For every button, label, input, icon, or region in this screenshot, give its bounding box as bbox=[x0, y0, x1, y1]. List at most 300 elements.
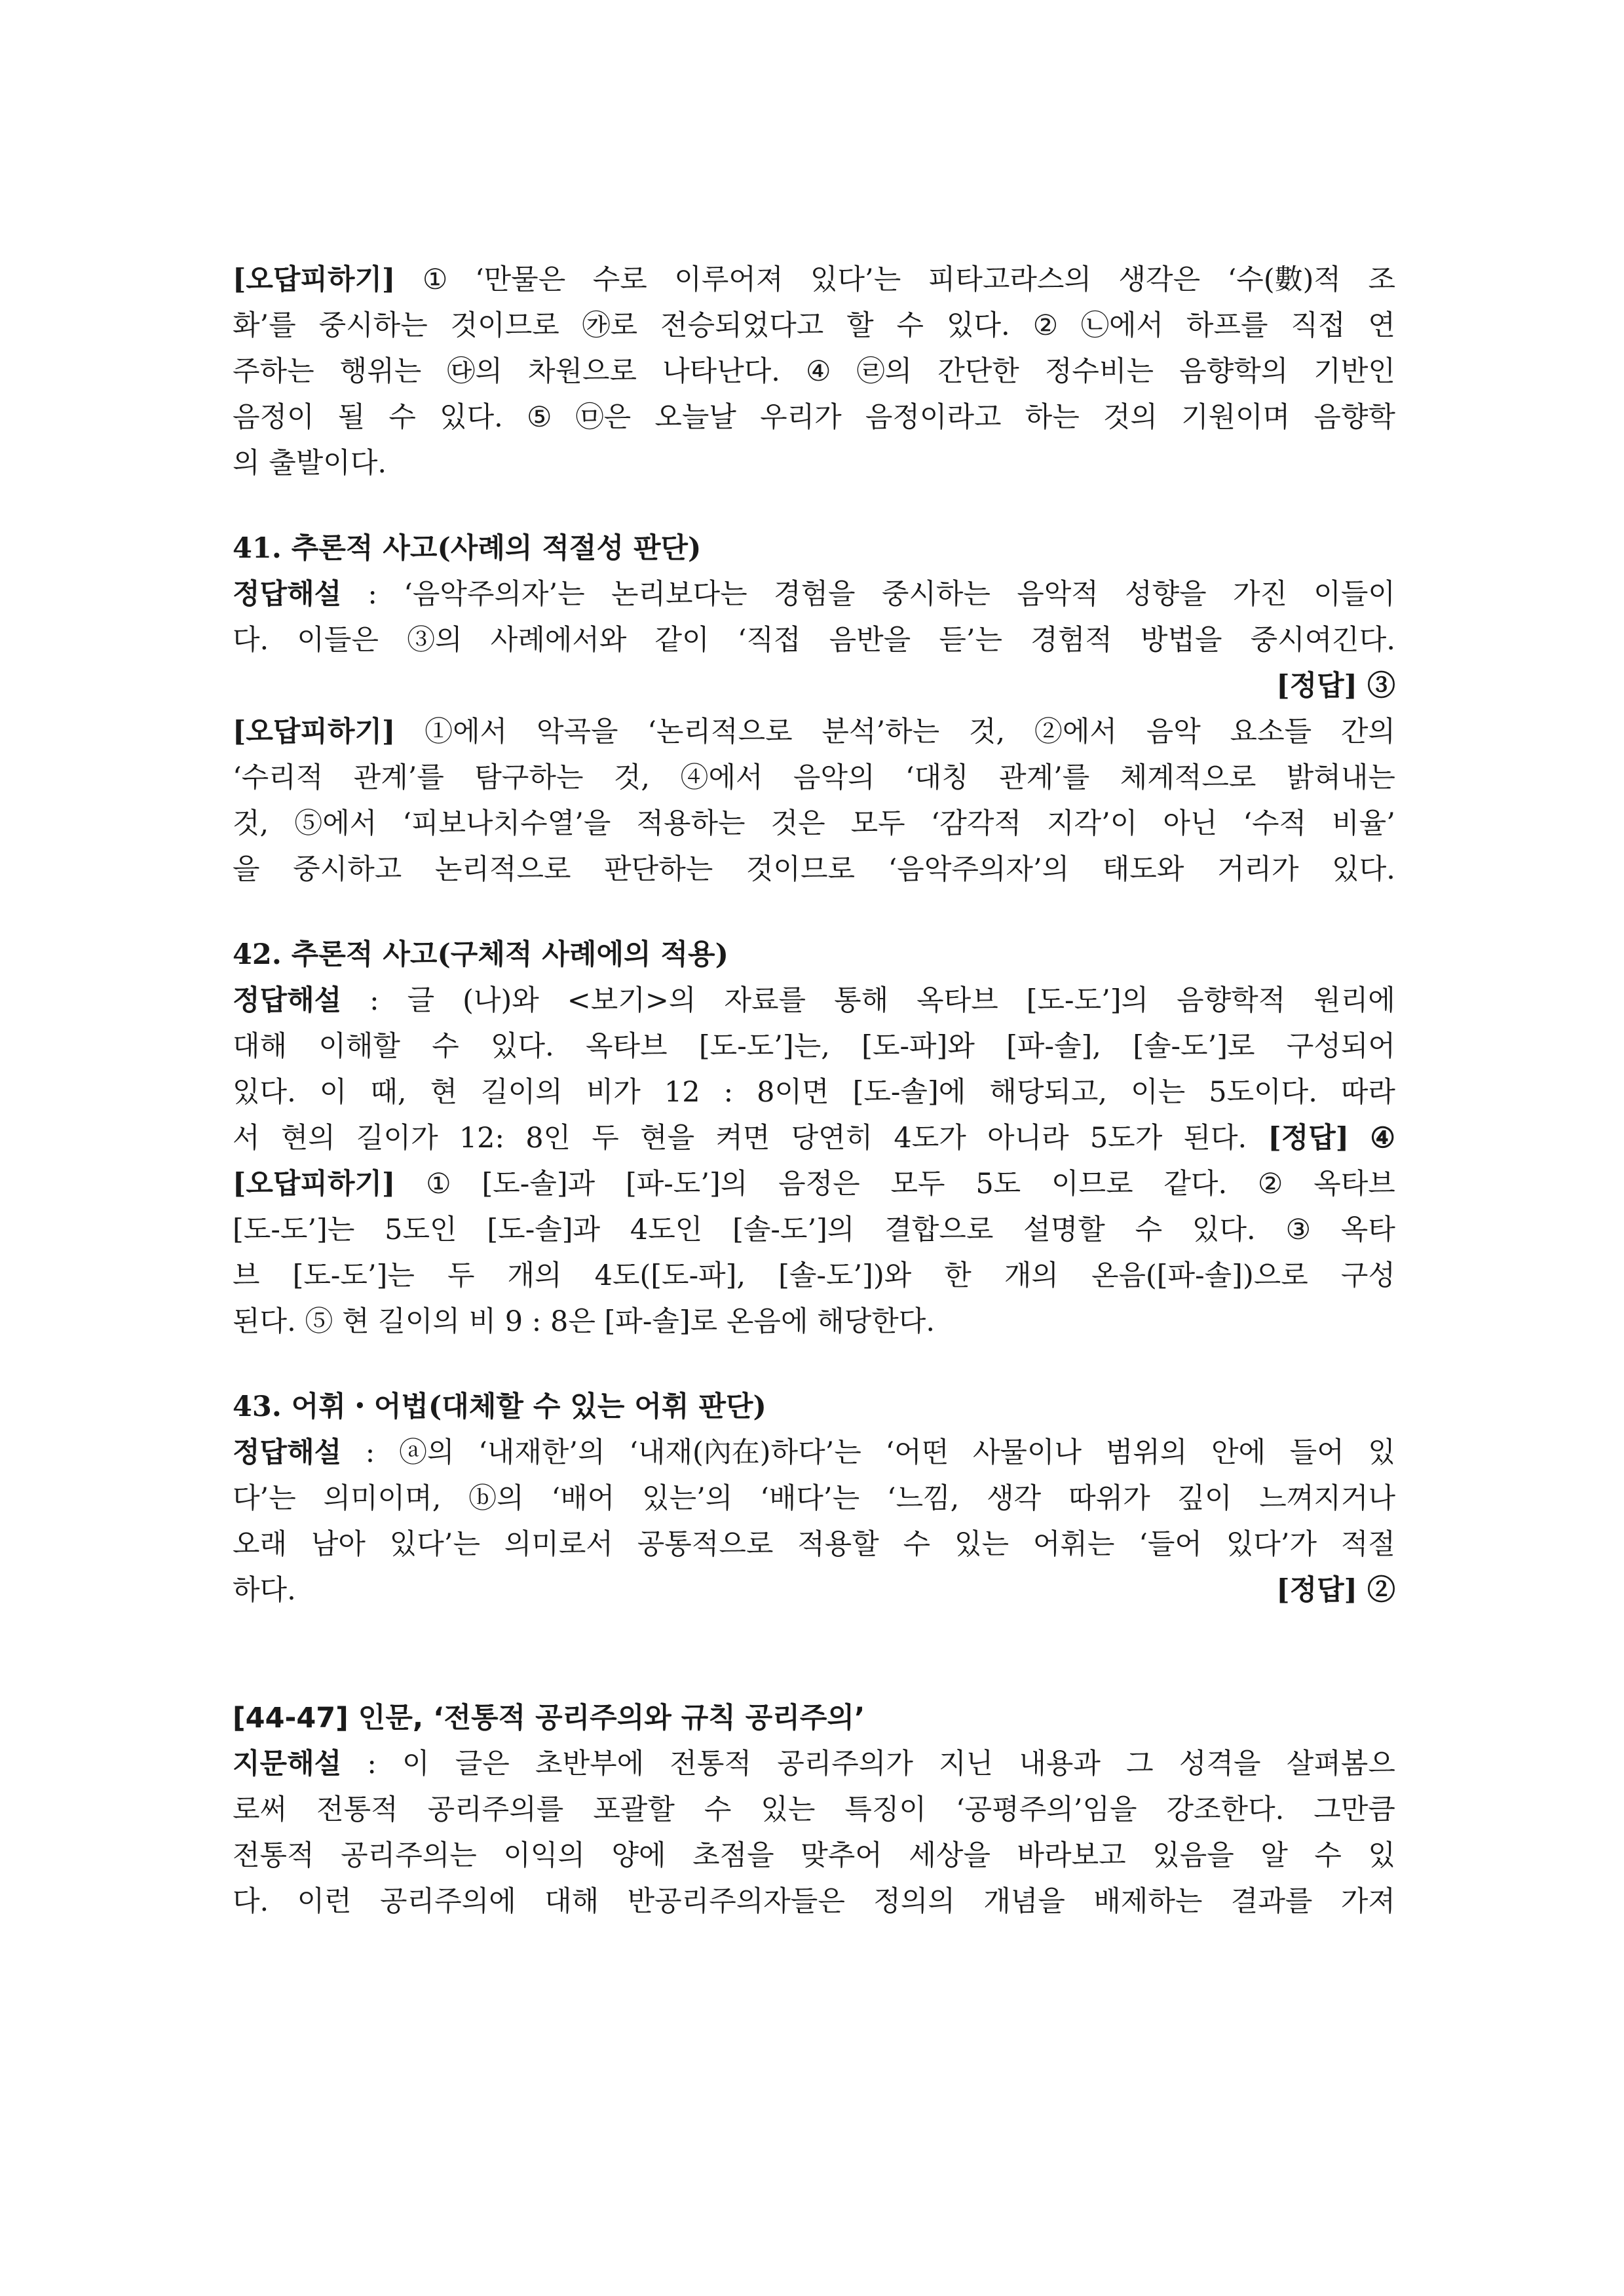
word: 판단하는 bbox=[604, 853, 713, 886]
word: 이들은 bbox=[297, 624, 379, 657]
word: ‘음악주의자’의 bbox=[888, 853, 1070, 886]
word: 공리주의는 bbox=[341, 1839, 477, 1872]
word: 대해 bbox=[233, 1030, 288, 1063]
word: 같이 bbox=[654, 624, 709, 657]
word: 체계적으로 bbox=[1120, 761, 1256, 794]
word: 음향학 bbox=[1313, 401, 1395, 434]
word: 탐구하는 bbox=[474, 761, 584, 794]
word: [파-도’]의 bbox=[625, 1168, 748, 1200]
word: 것이므로 bbox=[450, 309, 559, 342]
word: 행위는 bbox=[339, 355, 422, 388]
word: 지각’이 bbox=[1047, 807, 1138, 840]
word: 로써 bbox=[233, 1793, 288, 1826]
word: 12 bbox=[664, 1076, 700, 1109]
word: 중시여긴다. bbox=[1250, 624, 1395, 657]
text-line bbox=[233, 801, 1395, 847]
word: 경험을 bbox=[773, 578, 856, 611]
word: (나)와 bbox=[463, 984, 539, 1017]
word: 결합으로 bbox=[884, 1214, 994, 1246]
word: 양에 bbox=[611, 1839, 666, 1872]
word: 전통적 bbox=[316, 1793, 398, 1826]
text-line bbox=[233, 1069, 1395, 1115]
word: [오답피하기] bbox=[233, 263, 396, 296]
word: 수 bbox=[896, 309, 924, 342]
word: 때, bbox=[370, 1076, 407, 1109]
word: 두 bbox=[592, 1122, 619, 1155]
word: [오답피하기] bbox=[233, 1168, 396, 1200]
word: ㉣의 bbox=[856, 355, 913, 388]
word: 8이면 bbox=[757, 1076, 829, 1109]
word: 있 bbox=[1368, 1839, 1395, 1872]
word: 음향학의 bbox=[1179, 355, 1289, 388]
word: 전통적 bbox=[233, 1839, 314, 1872]
word: 정답해설 bbox=[233, 578, 342, 611]
word: ‘배다’는 bbox=[760, 1482, 860, 1515]
word: 바라보고 bbox=[1017, 1839, 1126, 1872]
word: 우리가 bbox=[760, 401, 842, 434]
document-page bbox=[233, 257, 1395, 1924]
word: : bbox=[369, 984, 379, 1017]
word: : bbox=[723, 1076, 734, 1109]
text-line bbox=[233, 1879, 1395, 1924]
word: 이는 bbox=[1131, 1076, 1186, 1109]
word: 5도가 bbox=[1089, 1122, 1163, 1155]
word: 내용과 bbox=[1019, 1748, 1101, 1780]
word: 구성 bbox=[1340, 1259, 1395, 1292]
word: 연 bbox=[1368, 309, 1395, 342]
word: ‘어떤 bbox=[885, 1436, 949, 1469]
word: 4도가 bbox=[894, 1122, 966, 1155]
word: 서 bbox=[233, 1122, 260, 1155]
word: 있다’가 bbox=[1226, 1528, 1317, 1561]
word: 구성되어 bbox=[1286, 1030, 1395, 1063]
word: 오래 bbox=[233, 1528, 288, 1561]
word: 사례에서와 bbox=[490, 624, 627, 657]
word: 한 bbox=[944, 1259, 972, 1292]
word: 있다. bbox=[1192, 1214, 1256, 1246]
section-heading: [44-47] 인문, ‘전통적 공리주의와 규칙 공리주의’ bbox=[233, 1702, 865, 1734]
word: 아니라 bbox=[987, 1122, 1069, 1155]
word: 그 bbox=[1126, 1748, 1154, 1780]
word: ‘대칭 bbox=[905, 761, 969, 794]
section-heading: 43. 어휘・어법(대체할 수 있는 어휘 판단) bbox=[233, 1390, 766, 1423]
word: ②에서 bbox=[1034, 716, 1117, 748]
word: ‘감각적 bbox=[930, 807, 1022, 840]
word: 차원으로 bbox=[527, 355, 637, 388]
word: 중시하는 bbox=[318, 309, 428, 342]
word: 글은 bbox=[455, 1748, 510, 1780]
word: 길이가 bbox=[356, 1122, 438, 1155]
word: 된다. bbox=[1183, 1122, 1247, 1155]
text-line bbox=[233, 1521, 1395, 1567]
word: [도-솔]과 bbox=[482, 1168, 595, 1200]
section-41 bbox=[233, 526, 1395, 892]
word: ‘수(數)적 bbox=[1227, 263, 1341, 296]
word: 있다. bbox=[440, 401, 503, 434]
word: 따위가 bbox=[1068, 1482, 1150, 1515]
word: 이들이 bbox=[1313, 578, 1395, 611]
word: 지닌 bbox=[939, 1748, 994, 1780]
word: [오답피하기] bbox=[233, 716, 396, 748]
word: 정답해설 bbox=[233, 984, 342, 1017]
word: ③ bbox=[1285, 1214, 1311, 1246]
text-line bbox=[233, 1833, 1395, 1879]
word: 있다. bbox=[491, 1030, 554, 1063]
answer-label: [정답] ② bbox=[1276, 1574, 1395, 1607]
word: 특징이 bbox=[844, 1793, 926, 1826]
word: 개의 bbox=[1004, 1259, 1059, 1292]
word: 온음([파-솔])으로 bbox=[1091, 1259, 1308, 1292]
word: 초점을 bbox=[692, 1839, 774, 1872]
word: 세상을 bbox=[909, 1839, 991, 1872]
text-line: 의 출발이다. bbox=[233, 447, 387, 480]
word: 12: bbox=[459, 1122, 505, 1155]
word: 아닌 bbox=[1163, 807, 1218, 840]
word: 수로 bbox=[592, 263, 647, 296]
word: 가진 bbox=[1232, 578, 1288, 611]
text-line-end: 하다. bbox=[233, 1574, 296, 1607]
text-line bbox=[233, 1741, 1395, 1787]
word: 전통적 bbox=[670, 1748, 751, 1780]
section-40-wrong-answers bbox=[233, 257, 1395, 486]
word: 수 bbox=[432, 1030, 459, 1063]
word: 반공리주의자들은 bbox=[627, 1885, 845, 1918]
section-42 bbox=[233, 932, 1395, 1345]
word: 간의 bbox=[1340, 716, 1395, 748]
text-line bbox=[233, 755, 1395, 801]
word: 음정이라고 bbox=[865, 401, 1002, 434]
word: 다. bbox=[233, 624, 269, 657]
section-43 bbox=[233, 1384, 1395, 1613]
word: 어휘는 bbox=[1032, 1528, 1115, 1561]
word: 4도인 bbox=[630, 1214, 703, 1246]
word: 통해 bbox=[834, 984, 889, 1017]
word: 것, bbox=[233, 807, 269, 840]
word: 느껴지거나 bbox=[1259, 1482, 1395, 1515]
word: 수 bbox=[1135, 1214, 1163, 1246]
word: 경험적 bbox=[1030, 624, 1112, 657]
word: [파-솔], bbox=[1006, 1030, 1101, 1063]
text-line bbox=[233, 847, 1395, 892]
word: ㉰의 bbox=[447, 355, 502, 388]
word: ‘음악주의자’는 bbox=[404, 578, 585, 611]
word: 중시하고 bbox=[293, 853, 402, 886]
word: ③의 bbox=[407, 624, 463, 657]
text-line bbox=[233, 1253, 1395, 1299]
word: 8인 bbox=[525, 1122, 571, 1155]
word: 포괄할 bbox=[593, 1793, 675, 1826]
word: 생각 bbox=[987, 1482, 1042, 1515]
word: ① bbox=[426, 1168, 451, 1200]
word: 옥타브 bbox=[916, 984, 998, 1017]
word: 배제하는 bbox=[1093, 1885, 1203, 1918]
word: 이런 bbox=[297, 1885, 352, 1918]
word: 현 bbox=[430, 1076, 458, 1109]
word: 정답해설 bbox=[233, 1436, 342, 1469]
text-line bbox=[233, 1430, 1395, 1476]
text-line bbox=[233, 1207, 1395, 1253]
word: 있다. bbox=[946, 309, 1010, 342]
word: 공리주의에 bbox=[380, 1885, 516, 1918]
word: 간단한 bbox=[937, 355, 1019, 388]
word: 수 bbox=[388, 401, 416, 434]
word: 개의 bbox=[507, 1259, 562, 1292]
word: 해당되고, bbox=[989, 1076, 1108, 1109]
word: 음향학적 bbox=[1177, 984, 1286, 1017]
word: 나타난다. bbox=[662, 355, 780, 388]
word: ‘들어 bbox=[1139, 1528, 1202, 1561]
word: 의미로서 bbox=[504, 1528, 613, 1561]
word: ‘공평주의’임을 bbox=[955, 1793, 1137, 1826]
word: [도-솔]과 bbox=[487, 1214, 601, 1246]
word: 옥타브 bbox=[586, 1030, 668, 1063]
word: ⓐ의 bbox=[398, 1436, 455, 1469]
word: 다. bbox=[233, 1885, 269, 1918]
word: 것, bbox=[968, 716, 1006, 748]
word: 하는 bbox=[1025, 401, 1080, 434]
word: 수 bbox=[903, 1528, 931, 1561]
word: 남아 bbox=[311, 1528, 366, 1561]
word: 것의 bbox=[1103, 401, 1158, 434]
word: 적용할 bbox=[797, 1528, 879, 1561]
word: 자료를 bbox=[724, 984, 806, 1017]
word: 수 bbox=[704, 1793, 732, 1826]
word: 있는 bbox=[954, 1528, 1010, 1561]
word: 안에 bbox=[1211, 1436, 1266, 1469]
word: 적용하는 bbox=[636, 807, 746, 840]
word: [솔-도’]의 bbox=[732, 1214, 855, 1246]
word: 강조한다. bbox=[1166, 1793, 1285, 1826]
word: : bbox=[368, 578, 377, 611]
word: 수 bbox=[1314, 1839, 1342, 1872]
word: 켜면 bbox=[715, 1122, 770, 1155]
word: 하프를 bbox=[1186, 309, 1268, 342]
text-line bbox=[233, 349, 1395, 394]
word: <보기>의 bbox=[567, 984, 696, 1017]
word: 이 bbox=[402, 1748, 430, 1780]
word: 음정이 bbox=[233, 401, 314, 434]
word: 듣’는 bbox=[939, 624, 1003, 657]
word: 초반부에 bbox=[535, 1748, 645, 1780]
word: 5도인 bbox=[385, 1214, 457, 1246]
word: 있다’는 bbox=[389, 1528, 481, 1561]
word: 두 bbox=[447, 1259, 475, 1292]
text-line bbox=[233, 394, 1395, 440]
word: ② bbox=[1257, 1168, 1283, 1200]
word: 알 bbox=[1260, 1839, 1288, 1872]
word: 5도이다. bbox=[1209, 1076, 1317, 1109]
word: 살펴봄으 bbox=[1286, 1748, 1395, 1780]
word: 음악의 bbox=[793, 761, 875, 794]
word: 옥타브 bbox=[1313, 1168, 1395, 1200]
word: 기반인 bbox=[1313, 355, 1395, 388]
word: 있는 bbox=[761, 1793, 816, 1826]
word: 다’는 bbox=[233, 1482, 296, 1515]
word: 될 bbox=[337, 401, 366, 434]
word: 따라 bbox=[1340, 1076, 1395, 1109]
word: 중시하는 bbox=[881, 578, 991, 611]
word: ‘수리적 bbox=[233, 761, 324, 794]
word: 조 bbox=[1368, 263, 1395, 296]
word: 주하는 bbox=[233, 355, 314, 388]
word: 옥타 bbox=[1340, 1214, 1395, 1246]
word: ‘만물은 bbox=[474, 263, 566, 296]
word: ⑤ bbox=[526, 401, 552, 434]
word: : bbox=[365, 1436, 375, 1469]
word: [솔-도’]로 bbox=[1133, 1030, 1255, 1063]
word: ‘직접 bbox=[737, 624, 801, 657]
word: 것이므로 bbox=[746, 853, 856, 886]
word: 을 bbox=[233, 853, 260, 886]
word: [도-솔]에 bbox=[852, 1076, 966, 1109]
word: ‘논리적으로 bbox=[647, 716, 793, 748]
word: ‘내재한’의 bbox=[478, 1436, 605, 1469]
word: 이므로 bbox=[1051, 1168, 1133, 1200]
word: 분석’하는 bbox=[821, 716, 940, 748]
word: 음정은 bbox=[778, 1168, 860, 1200]
word: 대해 bbox=[544, 1885, 599, 1918]
word: 범위의 bbox=[1105, 1436, 1188, 1469]
word: 관계’를 bbox=[999, 761, 1090, 794]
word: 논리보다는 bbox=[611, 578, 747, 611]
word: 개념을 bbox=[983, 1885, 1065, 1918]
word: 결과를 bbox=[1230, 1885, 1313, 1918]
word: ⓑ의 bbox=[468, 1482, 524, 1515]
word: 모두 bbox=[890, 1168, 945, 1200]
word: 직접 bbox=[1291, 309, 1346, 342]
word: 있다. bbox=[233, 1076, 296, 1109]
word: 피타고라스의 bbox=[928, 263, 1092, 296]
word: 있다. bbox=[1332, 853, 1395, 886]
word: 들어 bbox=[1289, 1436, 1344, 1469]
word: [도-도’]는 bbox=[233, 1214, 355, 1246]
word: 깊이 bbox=[1177, 1482, 1232, 1515]
word: [도-도’]는, bbox=[698, 1030, 830, 1063]
word: 설명할 bbox=[1023, 1214, 1105, 1246]
word: 할 bbox=[846, 309, 874, 342]
word: ㉡에서 bbox=[1080, 309, 1164, 342]
word: ④ bbox=[806, 355, 831, 388]
word: [정답] bbox=[1268, 1122, 1350, 1155]
word: 태도와 bbox=[1102, 853, 1184, 886]
text-line bbox=[233, 1567, 1395, 1613]
word: ‘느낌, bbox=[886, 1482, 960, 1515]
word: ㉤은 bbox=[575, 401, 632, 434]
word: 음악 bbox=[1146, 716, 1201, 748]
word: 이해할 bbox=[318, 1030, 400, 1063]
word: 이루어져 bbox=[674, 263, 784, 296]
word: [솔-도’])와 bbox=[778, 1259, 912, 1292]
word: 악곡을 bbox=[536, 716, 618, 748]
word: 모두 bbox=[850, 807, 905, 840]
word: ① bbox=[422, 263, 448, 296]
word: 가져 bbox=[1340, 1885, 1395, 1918]
word: 길이의 bbox=[481, 1076, 563, 1109]
word: 5도 bbox=[975, 1168, 1021, 1200]
text-line bbox=[233, 257, 1395, 303]
text-line bbox=[233, 1476, 1395, 1521]
word: 있 bbox=[1368, 1436, 1395, 1469]
word: ①에서 bbox=[425, 716, 508, 748]
word: 기원이며 bbox=[1181, 401, 1291, 434]
word: 음반을 bbox=[829, 624, 911, 657]
word: 공통적으로 bbox=[637, 1528, 774, 1561]
text-line bbox=[233, 571, 1395, 617]
word: 거리가 bbox=[1217, 853, 1299, 886]
word: 전승되었다고 bbox=[660, 309, 824, 342]
word: 그만큼 bbox=[1313, 1793, 1395, 1826]
word: 공리주의가 bbox=[777, 1748, 913, 1780]
word: 것, bbox=[613, 761, 651, 794]
text-line bbox=[233, 1161, 1395, 1207]
word: 정의의 bbox=[873, 1885, 955, 1918]
word: ‘배어 bbox=[551, 1482, 615, 1515]
word: ㉮로 bbox=[582, 309, 638, 342]
word: [도-도’]는 bbox=[292, 1259, 415, 1292]
word: ④ bbox=[1370, 1122, 1395, 1155]
answer-label: [정답] ③ bbox=[1276, 670, 1395, 702]
word: 맞추어 bbox=[801, 1839, 882, 1872]
word: 적절 bbox=[1340, 1528, 1395, 1561]
word: 방법을 bbox=[1140, 624, 1222, 657]
word: 이 bbox=[319, 1076, 347, 1109]
word: ‘내재(內在)하다’는 bbox=[629, 1436, 861, 1469]
word: ⑤에서 bbox=[294, 807, 377, 840]
word: 공리주의를 bbox=[427, 1793, 564, 1826]
word: 요소들 bbox=[1230, 716, 1312, 748]
word: 글 bbox=[407, 984, 435, 1017]
word: 비율’ bbox=[1332, 807, 1395, 840]
word: 것은 bbox=[770, 807, 825, 840]
word: 성격을 bbox=[1179, 1748, 1261, 1780]
word: 당연히 bbox=[791, 1122, 873, 1155]
word: ④에서 bbox=[680, 761, 763, 794]
word: 의미이며, bbox=[323, 1482, 442, 1515]
text-line: 된다. ⑤ 현 길이의 비 9 : 8은 [파-솔]로 온음에 해당한다. bbox=[233, 1305, 935, 1338]
word: [도-파]와 bbox=[861, 1030, 975, 1063]
text-line bbox=[233, 1787, 1395, 1833]
word: 원리에 bbox=[1313, 984, 1395, 1017]
word: 오늘날 bbox=[654, 401, 736, 434]
word: 화’를 bbox=[233, 309, 296, 342]
word: ② bbox=[1032, 309, 1059, 342]
text-line bbox=[233, 1115, 1395, 1161]
word: 현을 bbox=[640, 1122, 695, 1155]
word: 4도([도-파], bbox=[594, 1259, 746, 1292]
text-line bbox=[233, 1024, 1395, 1069]
section-heading: 41. 추론적 사고(사례의 적절성 판단) bbox=[233, 532, 702, 565]
word: [도-도’]의 bbox=[1026, 984, 1149, 1017]
word: 사물이나 bbox=[972, 1436, 1082, 1469]
word: 현의 bbox=[280, 1122, 335, 1155]
word: 이익의 bbox=[503, 1839, 585, 1872]
word: 지문해설 bbox=[233, 1748, 342, 1780]
section-heading: 42. 추론적 사고(구체적 사례에의 적용) bbox=[233, 938, 728, 971]
section-44-47 bbox=[233, 1695, 1395, 1924]
text-line bbox=[233, 978, 1395, 1024]
word: 관계’를 bbox=[353, 761, 444, 794]
word: ‘피보나치수열’을 bbox=[402, 807, 611, 840]
word: ‘수적 bbox=[1243, 807, 1307, 840]
word: 정수비는 bbox=[1044, 355, 1154, 388]
text-line bbox=[233, 617, 1395, 663]
word: 같다. bbox=[1163, 1168, 1228, 1200]
word: 브 bbox=[233, 1259, 260, 1292]
word: 있다’는 bbox=[810, 263, 901, 296]
word: 밝혀내는 bbox=[1286, 761, 1395, 794]
word: 있는’의 bbox=[642, 1482, 733, 1515]
word: 성향을 bbox=[1125, 578, 1207, 611]
